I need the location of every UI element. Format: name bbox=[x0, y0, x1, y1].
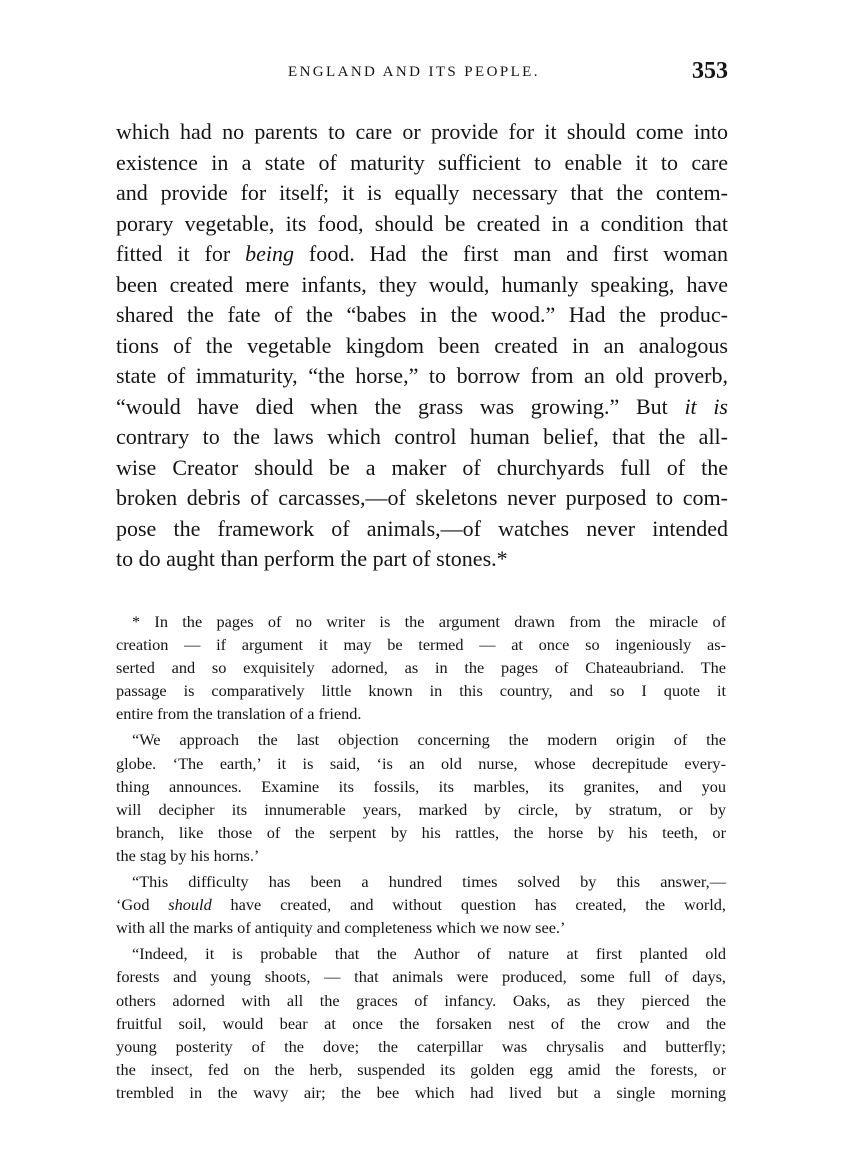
footnote-line: the insect, fed on the herb, suspended its golden egg amid the forests, or bbox=[116, 1059, 726, 1079]
footnote-line: “Indeed, it is probable that the Author of nature at first planted old bbox=[132, 944, 726, 964]
footnote-line: the stag by his horns.’ bbox=[116, 845, 260, 865]
footnote-line: fruitful soil, would bear at once the forsaken nest of the crow and the bbox=[116, 1013, 726, 1033]
body-line: contrary to the laws which control human belief, that the all- bbox=[116, 424, 728, 449]
footnote-line: ‘God should have created, and without question has created, the world, bbox=[116, 895, 726, 915]
footnote-line: will decipher its innumerable years, marked by circle, by stratum, or by bbox=[116, 799, 726, 819]
running-head bbox=[116, 60, 728, 90]
body-text bbox=[116, 117, 728, 575]
footnote bbox=[116, 610, 726, 1104]
body-line: been created mere infants, they would, humanly speaking, have bbox=[116, 271, 728, 297]
footnote-line: “We approach the last objection concerning the modern origin of the bbox=[132, 730, 726, 750]
footnote-paragraph bbox=[116, 610, 726, 725]
body-line: which had no parents to care or provide for it should come into bbox=[116, 119, 728, 144]
footnote-line: trembled in the wavy air; the bee which had lived but a single morning bbox=[116, 1082, 726, 1102]
footnote-line: * In the pages of no writer is the argument drawn from the miracle of bbox=[132, 612, 726, 631]
body-line: shared the fate of the “babes in the wood.” Had the produc- bbox=[116, 302, 728, 327]
body-line: wise Creator should be a maker of churchyards full of the bbox=[116, 454, 728, 480]
body-line: state of immaturity, “the horse,” to borrow from an old proverb, bbox=[116, 363, 728, 388]
footnote-line: serted and so exquisitely adorned, as in the pages of Chateaubriand. The bbox=[116, 658, 726, 678]
footnote-paragraph bbox=[116, 942, 726, 1104]
body-line: and provide for itself; it is equally necessary that the contem- bbox=[116, 180, 728, 205]
footnote-paragraph bbox=[116, 870, 726, 939]
body-line: “would have died when the grass was growing.” But it is bbox=[116, 393, 728, 419]
footnote-line: globe. ‘The earth,’ it is said, ‘is an old nurse, whose decrepitude every- bbox=[116, 753, 726, 773]
footnote-line: thing announces. Examine its fossils, its marbles, its granites, and you bbox=[116, 776, 726, 796]
footnote-line: “This difficulty has been a hundred times solved by this answer,— bbox=[132, 872, 726, 892]
page-number: 353 bbox=[692, 58, 728, 84]
body-line: to do aught than perform the part of stones.* bbox=[116, 546, 508, 571]
body-line: porary vegetable, its food, should be created in a condition that bbox=[116, 210, 728, 236]
running-title: ENGLAND AND ITS PEOPLE. bbox=[288, 64, 540, 80]
footnote-line: creation — if argument it may be termed — at once so ingeniously as- bbox=[116, 635, 726, 655]
footnote-paragraph bbox=[116, 728, 726, 867]
footnote-line: others adorned with all the graces of infancy. Oaks, as they pierced the bbox=[116, 990, 726, 1010]
footnote-line: entire from the translation of a friend. bbox=[116, 704, 362, 724]
body-line: existence in a state of maturity sufficient to enable it to care bbox=[116, 149, 728, 175]
footnote-line: passage is comparatively little known in this country, and so I quote it bbox=[116, 681, 726, 701]
footnote-line: young posterity of the dove; the caterpillar was chrysalis and butterfly; bbox=[116, 1036, 726, 1056]
body-line: pose the framework of animals,—of watches never intended bbox=[116, 515, 728, 541]
footnote-line: with all the marks of antiquity and completeness which we now see.’ bbox=[116, 918, 566, 938]
footnote-line: branch, like those of the serpent by his rattles, the horse by his teeth, or bbox=[116, 822, 726, 842]
footnote-line: forests and young shoots, — that animals were produced, some full of days, bbox=[116, 967, 726, 987]
body-line: broken debris of carcasses,—of skeletons never purposed to com- bbox=[116, 485, 728, 510]
body-line: fitted it for being food. Had the first man and first woman bbox=[116, 241, 728, 266]
body-line: tions of the vegetable kingdom been created in an analogous bbox=[116, 332, 728, 358]
